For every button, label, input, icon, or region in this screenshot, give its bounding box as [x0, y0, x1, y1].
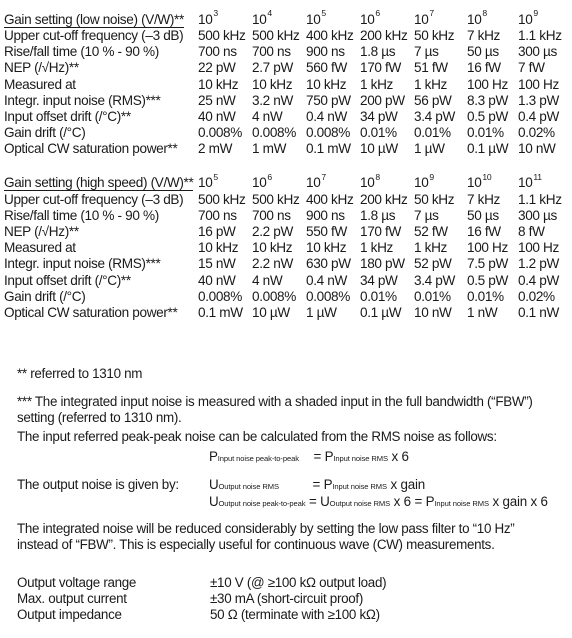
table-cell: 500 kHz — [198, 28, 246, 43]
table-cell: 0.008% — [252, 288, 297, 304]
table-cell: 52 pW — [414, 256, 452, 272]
formula-output-peak: UOutput noise peak-to-peak = UOutput noise RMS x 6 = PInput noise RMS x gain x 6 — [209, 494, 548, 509]
table-cell: 630 pW — [306, 256, 351, 272]
noise-reduction-note: The integrated noise will be reduced considerably by setting the low pass filter to “10 Hz” instead of “FBW”. This is especially useful for continuous wave (CW) measurements. — [17, 521, 515, 552]
table-row — [4, 192, 572, 208]
table-cell: 2.2 nW — [252, 256, 293, 272]
table-cell: 0.1 mW — [198, 305, 243, 321]
row-label: Optical CW saturation power** — [4, 305, 178, 321]
table-row — [4, 141, 572, 157]
table-cell: 0.01% — [360, 125, 397, 141]
table-cell: 0.01% — [360, 288, 397, 304]
table-cell: 25 nW — [198, 92, 236, 108]
table-cell: 300 µs — [518, 207, 557, 223]
row-label: Measured at — [4, 240, 76, 256]
table-cell: 0.01% — [467, 288, 504, 304]
table-cell: 550 fW — [306, 224, 347, 240]
low-noise-header-row — [4, 8, 572, 28]
table-cell: 51 fW — [414, 60, 448, 76]
table-cell: 1 kHz — [414, 76, 447, 92]
table-cell: 4 nW — [252, 109, 283, 125]
table-cell: 750 pW — [306, 92, 351, 108]
row-label: Measured at — [4, 76, 76, 92]
table-cell: 50 µs — [467, 207, 499, 223]
table-cell: 500 kHz — [252, 28, 300, 43]
table-cell: 0.5 pW — [467, 272, 508, 288]
table-cell: 0.01% — [414, 288, 451, 304]
row-label: Input offset drift (/°C)** — [4, 109, 131, 125]
table-cell: 7 kHz — [467, 191, 500, 207]
table-row — [4, 305, 572, 321]
output-spec-label: Max. output current — [17, 591, 127, 606]
table-row — [4, 289, 572, 305]
table-cell: 2 mW — [198, 141, 233, 157]
table-cell: 0.02% — [518, 288, 555, 304]
table-cell: 170 fW — [360, 60, 401, 76]
table-row — [4, 28, 572, 44]
peak-noise-intro: The input referred peak-peak noise can be calculated from the RMS noise as follows: — [17, 429, 497, 444]
table-cell: 200 kHz — [360, 28, 408, 43]
row-label: Gain drift (/°C) — [4, 288, 86, 304]
table-row — [4, 240, 572, 256]
table-cell: 0.008% — [306, 125, 351, 141]
high-speed-table — [4, 172, 572, 322]
gain-header-cell: $10^9$ — [518, 8, 538, 27]
table-cell: 22 pW — [198, 60, 236, 76]
table-cell: 3.4 pW — [414, 109, 455, 125]
output-spec-row — [17, 575, 386, 591]
table-cell: 1.8 µs — [360, 207, 396, 223]
footnote-wavelength: ** referred to 1310 nm — [17, 366, 143, 381]
table-cell: 700 ns — [252, 44, 291, 60]
output-spec-row — [17, 591, 386, 607]
row-label: Upper cut-off frequency (–3 dB) — [4, 28, 184, 43]
table-cell: 10 µW — [252, 305, 290, 321]
table-cell: 0.4 pW — [518, 109, 559, 125]
table-cell: 7 fW — [518, 60, 545, 76]
table-cell: 3.2 nW — [252, 92, 293, 108]
table-cell: 2.7 pW — [252, 60, 293, 76]
table-cell: 16 fW — [467, 224, 501, 240]
table-cell: 100 Hz — [518, 240, 559, 256]
table-cell: 1 mW — [252, 141, 287, 157]
table-cell: 50 kHz — [414, 191, 455, 207]
table-cell: 1.1 kHz — [518, 191, 562, 207]
table-cell: 7 µs — [414, 207, 439, 223]
footnote-integrated-noise: *** The integrated input noise is measured with a shaded input in the full bandwidth (“FBW”) setting (referred to 1310 nm). — [17, 394, 533, 425]
high-speed-header-row — [4, 172, 572, 192]
table-cell: 0.5 pW — [467, 109, 508, 125]
table-cell: 0.01% — [414, 125, 451, 141]
output-specs-table — [17, 575, 386, 623]
table-row — [4, 125, 572, 141]
formula-output-rms: UOutput noise RMS = PInput noise RMS x gain — [209, 477, 426, 492]
gain-header-cell: $10^6$ — [252, 171, 272, 191]
table-row — [4, 256, 572, 272]
low-noise-table — [4, 8, 572, 158]
output-spec-label: Output impedance — [17, 607, 122, 622]
gain-header-cell: $10^5$ — [198, 171, 218, 191]
table-cell: 50 µs — [467, 44, 499, 60]
table-row — [4, 60, 572, 76]
table-cell: 0.008% — [252, 125, 297, 141]
table-cell: 180 pW — [360, 256, 405, 272]
table-cell: 10 nW — [414, 305, 452, 321]
row-label: Integr. input noise (RMS)*** — [4, 256, 161, 272]
table-cell: 0.1 µW — [360, 305, 402, 321]
gain-header-cell: $10^3$ — [198, 8, 218, 27]
table-cell: 15 nW — [198, 256, 236, 272]
table-cell: 40 nW — [198, 272, 236, 288]
spec-table — [4, 8, 572, 321]
table-cell: 10 kHz — [198, 240, 239, 256]
table-cell: 1 µW — [306, 305, 337, 321]
table-cell: 500 kHz — [252, 191, 300, 207]
table-cell: 300 µs — [518, 44, 557, 60]
gain-header-cell: $10^8$ — [467, 8, 487, 27]
formula-input-peak: PInput noise peak-to-peak = PInput noise RMS x 6 — [209, 449, 409, 464]
table-cell: 50 kHz — [414, 28, 455, 43]
table-cell: 7 µs — [414, 44, 439, 60]
table-cell: 700 ns — [198, 44, 237, 60]
output-spec-label: Output voltage range — [17, 575, 137, 590]
table-cell: 900 ns — [306, 207, 345, 223]
gain-header-cell: $10^7$ — [306, 171, 326, 191]
table-cell: 10 kHz — [198, 76, 239, 92]
table-cell: 560 fW — [306, 60, 347, 76]
output-spec-row — [17, 607, 386, 623]
row-label: NEP (/√Hz)** — [4, 60, 79, 76]
row-label: Rise/fall time (10 % - 90 %) — [4, 207, 159, 223]
gain-header-cell: $10^{11}$ — [518, 171, 542, 191]
gain-header-cell: $10^6$ — [360, 8, 380, 27]
high-speed-header-label: Gain setting (high speed) (V/W)** — [4, 175, 194, 191]
table-cell: 500 kHz — [198, 191, 246, 207]
table-cell: 0.008% — [198, 288, 243, 304]
table-cell: 1 µW — [414, 141, 445, 157]
table-cell: 1 kHz — [360, 240, 393, 256]
row-label: Upper cut-off frequency (–3 dB) — [4, 191, 184, 207]
table-cell: 34 pW — [360, 272, 398, 288]
table-cell: 400 kHz — [306, 191, 354, 207]
row-label: NEP (/√Hz)** — [4, 224, 79, 240]
table-cell: 0.01% — [467, 125, 504, 141]
table-cell: 0.4 nW — [306, 109, 347, 125]
table-row — [4, 208, 572, 224]
table-cell: 10 kHz — [252, 76, 293, 92]
table-row — [4, 273, 572, 289]
table-cell: 7 kHz — [467, 28, 500, 43]
table-cell: 10 kHz — [306, 240, 347, 256]
output-spec-value: ±10 V (@ ≥100 kΩ output load) — [210, 575, 387, 590]
row-label: Gain drift (/°C) — [4, 125, 86, 141]
table-row — [4, 93, 572, 109]
table-cell: 1.8 µs — [360, 44, 396, 60]
table-cell: 100 Hz — [467, 240, 508, 256]
table-cell: 0.1 nW — [518, 305, 559, 321]
table-cell: 400 kHz — [306, 28, 354, 43]
table-cell: 10 µW — [360, 141, 398, 157]
table-cell: 1 kHz — [360, 76, 393, 92]
table-cell: 7.5 pW — [467, 256, 508, 272]
table-cell: 3.4 pW — [414, 272, 455, 288]
table-row — [4, 77, 572, 93]
gain-header-cell: $10^5$ — [306, 8, 326, 27]
output-spec-value: ±30 mA (short-circuit proof) — [210, 591, 363, 606]
table-cell: 10 kHz — [306, 76, 347, 92]
table-cell: 1.1 kHz — [518, 28, 562, 43]
table-row — [4, 224, 572, 240]
row-label: Optical CW saturation power** — [4, 141, 178, 157]
table-cell: 8.3 pW — [467, 92, 508, 108]
gain-header-cell: $10^9$ — [414, 171, 434, 191]
table-cell: 2.2 pW — [252, 224, 293, 240]
table-cell: 100 Hz — [467, 76, 508, 92]
table-cell: 170 fW — [360, 224, 401, 240]
row-label: Rise/fall time (10 % - 90 %) — [4, 44, 159, 60]
table-cell: 700 ns — [198, 207, 237, 223]
table-cell: 1.2 pW — [518, 256, 559, 272]
table-cell: 200 kHz — [360, 191, 408, 207]
table-cell: 52 fW — [414, 224, 448, 240]
gain-header-cell: $10^{10}$ — [467, 171, 492, 191]
table-cell: 700 ns — [252, 207, 291, 223]
table-cell: 200 pW — [360, 92, 405, 108]
table-cell: 0.008% — [198, 125, 243, 141]
gain-header-cell: $10^8$ — [360, 171, 380, 191]
table-cell: 8 fW — [518, 224, 545, 240]
table-cell: 10 nW — [518, 141, 556, 157]
row-label: Integr. input noise (RMS)*** — [4, 92, 161, 108]
table-cell: 0.4 pW — [518, 272, 559, 288]
output-spec-value: 50 Ω (terminate with ≥100 kΩ) — [210, 607, 380, 622]
table-cell: 100 Hz — [518, 76, 559, 92]
table-cell: 16 pW — [198, 224, 236, 240]
table-cell: 34 pW — [360, 109, 398, 125]
gain-header-cell: $10^4$ — [252, 8, 272, 27]
gain-header-cell: $10^7$ — [414, 8, 434, 27]
table-cell: 1 kHz — [414, 240, 447, 256]
table-cell: 1.3 pW — [518, 92, 559, 108]
output-noise-label: The output noise is given by: — [17, 477, 179, 492]
table-cell: 0.1 mW — [306, 141, 351, 157]
table-cell: 0.1 µW — [467, 141, 509, 157]
table-cell: 0.008% — [306, 288, 351, 304]
table-row — [4, 44, 572, 60]
table-cell: 16 fW — [467, 60, 501, 76]
table-cell: 10 kHz — [252, 240, 293, 256]
row-label: Input offset drift (/°C)** — [4, 272, 131, 288]
table-cell: 900 ns — [306, 44, 345, 60]
table-cell: 4 nW — [252, 272, 283, 288]
table-cell: 0.02% — [518, 125, 555, 141]
table-cell: 0.4 nW — [306, 272, 347, 288]
table-row — [4, 109, 572, 125]
table-cell: 56 pW — [414, 92, 452, 108]
table-cell: 1 nW — [467, 305, 498, 321]
table-cell: 40 nW — [198, 109, 236, 125]
low-noise-header-label: Gain setting (low noise) (V/W)** — [4, 11, 184, 27]
